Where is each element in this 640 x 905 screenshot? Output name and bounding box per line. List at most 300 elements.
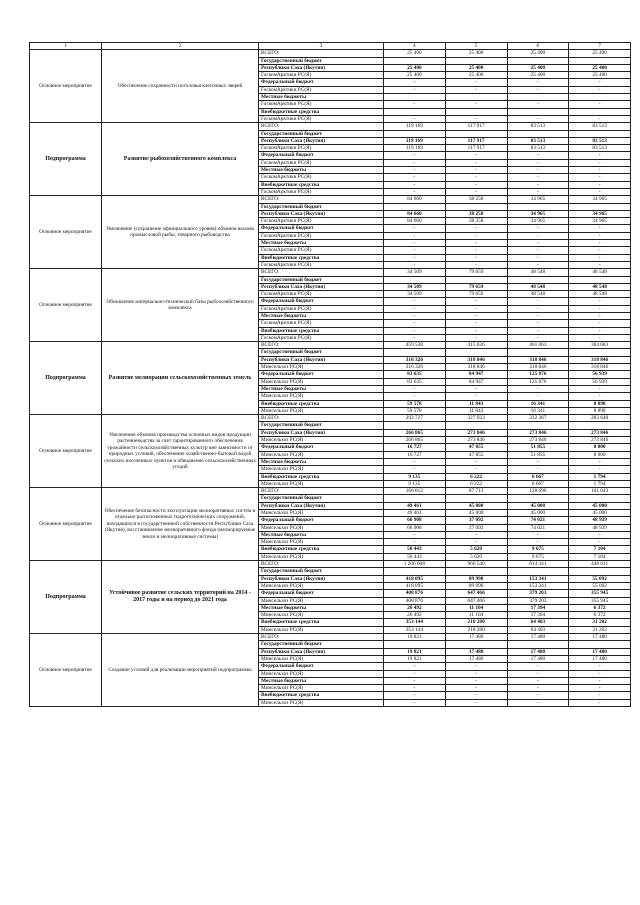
section-total-row	[30, 123, 631, 130]
ministry-value: -	[507, 699, 569, 706]
total-value: 17 480	[507, 634, 569, 641]
budget-value: -	[384, 167, 446, 174]
ministry-value: 17 394	[507, 612, 569, 619]
budget-value: 9 135	[384, 473, 446, 480]
budget-value: 273 846	[445, 429, 507, 436]
state-budget-label: Государственный бюджет	[259, 57, 384, 64]
budget-value: 117 917	[445, 137, 507, 144]
ministry-value: 45 000	[507, 510, 569, 517]
ministry-label: Минсельхоз РС(Я)	[259, 451, 384, 458]
ministry-label: ГоскомАрктики РС(Я)	[259, 145, 384, 152]
empty-cell	[507, 57, 569, 64]
ministry-value: 6 372	[569, 612, 631, 619]
budget-label: Внебюджетные средства	[259, 546, 384, 553]
total-value: 25 400	[445, 50, 507, 57]
budget-label: Федеральный бюджет	[259, 444, 384, 451]
ministry-value: -	[445, 685, 507, 692]
total-value: 25 400	[507, 50, 569, 57]
section-total-row	[30, 50, 631, 57]
ministry-value: 647 466	[445, 597, 507, 604]
section-type: Основное мероприятие	[30, 50, 102, 123]
total-value: 101 043	[569, 488, 631, 495]
empty-cell	[445, 495, 507, 502]
budget-value: 26 492	[384, 604, 446, 611]
ministry-label: Минсельхоз РС(Я)	[259, 378, 384, 385]
header-cell: 6	[507, 43, 569, 50]
empty-cell	[445, 349, 507, 356]
budget-value: -	[507, 385, 569, 392]
header-cell: 7	[569, 43, 631, 50]
empty-cell	[384, 422, 446, 429]
budget-value: 5 620	[445, 546, 507, 553]
ministry-value: 84 660	[384, 218, 446, 225]
budget-value	[384, 108, 446, 115]
budget-value: -	[507, 181, 569, 188]
ministry-value: -	[445, 247, 507, 254]
ministry-value: 45 000	[569, 510, 631, 517]
budget-value: 83 513	[569, 137, 631, 144]
section-name: Обеспечение безопасности эксплуатации мелиоративных систем и отдельно расположенных гидротехнических сооружений, находящихся в государственной собственности Республики Саха (Якутия), восстановление мелиоративного фонда (мелиорируемые земли и мелиоративные системы)	[102, 488, 259, 561]
ministry-value: 16 341	[507, 407, 569, 414]
ministry-value: -	[569, 247, 631, 254]
ministry-value: -	[384, 393, 446, 400]
ministry-label: Минсельхоз РС(Я)	[259, 393, 384, 400]
budget-label: Федеральный бюджет	[259, 152, 384, 159]
ministry-value: -	[507, 232, 569, 239]
budget-value: -	[507, 152, 569, 159]
section-name: Обеспечение сохранности поголовья клеточных зверей	[102, 50, 259, 123]
budget-value: 64 403	[507, 619, 569, 626]
empty-cell	[507, 349, 569, 356]
ministry-value: -	[507, 393, 569, 400]
budget-label: Республики Саха (Якутия)	[259, 283, 384, 290]
ministry-value: 25 400	[445, 72, 507, 79]
ministry-value: 7 104	[569, 553, 631, 560]
budget-value: -	[384, 312, 446, 319]
ministry-value: 59 578	[384, 407, 446, 414]
ministry-label: Минсельхоз РС(Я)	[259, 407, 384, 414]
empty-cell	[384, 276, 446, 283]
ministry-value: 55 092	[569, 582, 631, 589]
ministry-value: -	[384, 174, 446, 181]
budget-value: -	[507, 312, 569, 319]
budget-value: -	[384, 327, 446, 334]
empty-cell	[569, 203, 631, 210]
budget-value: 34 509	[384, 283, 446, 290]
total-value: 48 548	[569, 269, 631, 276]
ministry-value: 8 000	[569, 451, 631, 458]
empty-cell	[384, 203, 446, 210]
budget-value: -	[507, 663, 569, 670]
ministry-value: 48 548	[507, 291, 569, 298]
header-cell: 1	[30, 43, 102, 50]
ministry-value: -	[384, 232, 446, 239]
ministry-value: 84 947	[445, 378, 507, 385]
ministry-value: -	[384, 101, 446, 108]
ministry-value: -	[507, 188, 569, 195]
budget-label: Внебюджетные средства	[259, 327, 384, 334]
budget-value: -	[569, 385, 631, 392]
ministry-value: -	[384, 685, 446, 692]
ministry-value: -	[445, 188, 507, 195]
ministry-value: 34 509	[384, 291, 446, 298]
section-total-row	[30, 269, 631, 276]
ministry-value: 273 846	[445, 437, 507, 444]
ministry-value: 266 865	[384, 437, 446, 444]
state-budget-label: Государственный бюджет	[259, 130, 384, 137]
ministry-value: -	[445, 101, 507, 108]
ministry-value: -	[445, 174, 507, 181]
ministry-value: 125 876	[507, 378, 569, 385]
ministry-label: Минсельхоз РС(Я)	[259, 612, 384, 619]
ministry-label: ГоскомАрктики РС(Я)	[259, 261, 384, 268]
empty-cell	[569, 641, 631, 648]
budget-value: 45 000	[569, 502, 631, 509]
empty-cell	[445, 203, 507, 210]
budget-value: 59 578	[384, 400, 446, 407]
budget-value: 56 939	[569, 371, 631, 378]
ministry-value: 66 908	[384, 524, 446, 531]
header-cell: 5	[445, 43, 507, 50]
budget-value: -	[507, 531, 569, 538]
budget-value: 353 144	[384, 619, 446, 626]
ministry-value: 74 021	[507, 524, 569, 531]
ministry-label: Минсельхоз РС(Я)	[259, 670, 384, 677]
ministry-value: -	[569, 86, 631, 93]
ministry-value: 48 548	[569, 291, 631, 298]
budget-value: -	[445, 385, 507, 392]
total-value: 48 548	[507, 269, 569, 276]
total-label: ВСЕГО:	[259, 561, 384, 568]
ministry-value: -	[569, 159, 631, 166]
ministry-value: -	[507, 685, 569, 692]
budget-value: 89 990	[445, 575, 507, 582]
budget-value: -	[445, 79, 507, 86]
ministry-label: Минсельхоз РС(Я)	[259, 480, 384, 487]
ministry-value: 9 135	[384, 480, 446, 487]
budget-value: 74 021	[507, 517, 569, 524]
budget-value	[507, 108, 569, 115]
ministry-value: -	[507, 670, 569, 677]
ministry-value: 119 169	[384, 145, 446, 152]
ministry-value: -	[569, 539, 631, 546]
empty-cell	[445, 57, 507, 64]
section-type: Подпрограмма	[30, 123, 102, 196]
ministry-value: 1 794	[569, 480, 631, 487]
ministry-value: -	[569, 101, 631, 108]
section-name: Увеличение (сохранение офиициального уровня) объемов вылова промысловой рыбы, товарного рыбоводства	[102, 196, 259, 269]
budget-value: -	[569, 152, 631, 159]
budget-value: -	[569, 79, 631, 86]
budget-value: -	[384, 458, 446, 465]
ministry-value: 318 846	[445, 364, 507, 371]
budget-value: 273 846	[507, 429, 569, 436]
budget-value: 51 855	[507, 444, 569, 451]
budget-value: -	[445, 298, 507, 305]
total-value: 384 683	[569, 342, 631, 349]
budget-value: -	[569, 225, 631, 232]
budget-value: -	[569, 181, 631, 188]
total-value: 34 509	[384, 269, 446, 276]
budget-value: -	[445, 458, 507, 465]
total-value: 448 611	[569, 561, 631, 568]
budget-value: -	[384, 181, 446, 188]
ministry-value: -	[569, 320, 631, 327]
ministry-value: -	[384, 86, 446, 93]
ministry-value: 218 280	[445, 626, 507, 633]
total-value: 461 063	[507, 342, 569, 349]
budget-label: Внебюджетные средства	[259, 108, 384, 115]
budget-value: 34 965	[507, 210, 569, 217]
budget-value: 16 727	[384, 444, 446, 451]
ministry-label: ГоскомАрктики РС(Я)	[259, 232, 384, 239]
budget-label: Федеральный бюджет	[259, 371, 384, 378]
budget-label: Республики Саха (Якутия)	[259, 356, 384, 363]
ministry-value: -	[384, 320, 446, 327]
ministry-value: -	[507, 466, 569, 473]
ministry-value: 25 400	[569, 72, 631, 79]
ministry-value: 318 846	[507, 364, 569, 371]
ministry-value: 25 400	[384, 72, 446, 79]
ministry-label: Минсельхоз РС(Я)	[259, 655, 384, 662]
budget-value: -	[569, 663, 631, 670]
budget-value: 19 821	[384, 648, 446, 655]
column-number-header	[30, 43, 631, 50]
total-value: 117 917	[445, 123, 507, 130]
ministry-value: 355 945	[569, 597, 631, 604]
ministry-value: -	[445, 232, 507, 239]
budget-value: 66 908	[384, 517, 446, 524]
section-type: Подпрограмма	[30, 561, 102, 634]
ministry-label: ГоскомАрктики РС(Я)	[259, 174, 384, 181]
header-cell: 4	[384, 43, 446, 50]
ministry-label: ГоскомАрктики РС(Я)	[259, 334, 384, 341]
ministry-value: 353 144	[384, 626, 446, 633]
budget-label: Местные бюджеты	[259, 531, 384, 538]
budget-value	[569, 94, 631, 101]
budget-value: 79 659	[445, 283, 507, 290]
budget-value: -	[569, 312, 631, 319]
total-value: 283 640	[569, 415, 631, 422]
state-budget-label: Государственный бюджет	[259, 641, 384, 648]
ministry-value: -	[445, 670, 507, 677]
ministry-label: ГоскомАрктики РС(Я)	[259, 188, 384, 195]
section-total-row	[30, 488, 631, 495]
budget-label: Федеральный бюджет	[259, 225, 384, 232]
ministry-label: ГоскомАрктики РС(Я)	[259, 72, 384, 79]
section-type: Основное мероприятие	[30, 415, 102, 488]
budget-value: -	[445, 677, 507, 684]
ministry-label: Минсельхоз РС(Я)	[259, 524, 384, 531]
total-value: 17 480	[569, 634, 631, 641]
section-type: Подпрограмма	[30, 342, 102, 415]
budget-value: -	[507, 458, 569, 465]
ministry-value: -	[445, 86, 507, 93]
ministry-value: 45 000	[445, 510, 507, 517]
ministry-value: 117 917	[445, 145, 507, 152]
ministry-value: -	[445, 466, 507, 473]
ministry-label: Минсельхоз РС(Я)	[259, 685, 384, 692]
section-name: Устойчивое развитие сельских территорий на 2014 - 2017 годы и на период до 2021 года	[102, 561, 259, 634]
budget-value: 84 660	[384, 210, 446, 217]
ministry-value: 408 876	[384, 597, 446, 604]
ministry-label: Минсельхоз РС(Я)	[259, 699, 384, 706]
state-budget-label: Государственный бюджет	[259, 349, 384, 356]
budget-value: 49 461	[384, 502, 446, 509]
budget-label: Внебюджетные средства	[259, 692, 384, 699]
total-value: 1 206 608	[384, 561, 446, 568]
budget-value: -	[445, 254, 507, 261]
budget-value: 17 480	[569, 648, 631, 655]
ministry-value: 11 843	[445, 407, 507, 414]
ministry-label: ГоскомАрктики РС(Я)	[259, 218, 384, 225]
ministry-value: -	[507, 101, 569, 108]
budget-label: Федеральный бюджет	[259, 79, 384, 86]
budget-value: 379 203	[507, 590, 569, 597]
ministry-value: 6 222	[445, 480, 507, 487]
budget-value: 318 846	[569, 356, 631, 363]
budget-label: Местные бюджеты	[259, 167, 384, 174]
ministry-value: -	[507, 539, 569, 546]
budget-value: 647 466	[445, 590, 507, 597]
ministry-value: -	[384, 670, 446, 677]
ministry-value: 31 202	[569, 626, 631, 633]
state-budget-label: Государственный бюджет	[259, 276, 384, 283]
section-total-row	[30, 196, 631, 203]
budget-label: Внебюджетные средства	[259, 619, 384, 626]
ministry-value: -	[445, 159, 507, 166]
ministry-label: ГоскомАрктики РС(Я)	[259, 101, 384, 108]
ministry-value: 17 480	[507, 655, 569, 662]
budget-value	[507, 94, 569, 101]
budget-value: -	[569, 692, 631, 699]
ministry-value: 47 855	[445, 451, 507, 458]
ministry-value: 56 939	[569, 378, 631, 385]
ministry-value: 25 400	[507, 72, 569, 79]
budget-label: Местные бюджеты	[259, 677, 384, 684]
budget-label: Местные бюджеты	[259, 312, 384, 319]
empty-cell	[507, 641, 569, 648]
budget-label: Республики Саха (Якутия)	[259, 210, 384, 217]
budget-value: 83 635	[384, 371, 446, 378]
ministry-value: -	[384, 305, 446, 312]
section-name: Создание условий для реализации мероприятий подпрограммы	[102, 634, 259, 707]
funding-table-sheet	[29, 42, 630, 707]
total-label: ВСЕГО:	[259, 269, 384, 276]
budget-value: 25 400	[445, 64, 507, 71]
budget-value: 47 855	[445, 444, 507, 451]
budget-value: 25 400	[507, 64, 569, 71]
ministry-label: ГоскомАрктики РС(Я)	[259, 320, 384, 327]
total-label: ВСЕГО:	[259, 488, 384, 495]
budget-value: -	[445, 312, 507, 319]
budget-value: 316 326	[384, 356, 446, 363]
budget-value: -	[445, 181, 507, 188]
empty-cell	[569, 57, 631, 64]
funding-table	[29, 42, 631, 707]
empty-cell	[445, 568, 507, 575]
ministry-label: ГоскомАрктики РС(Я)	[259, 305, 384, 312]
budget-value: 17 480	[507, 648, 569, 655]
budget-value: -	[569, 327, 631, 334]
section-name: Увеличение объемов производства основных видов продукции растениеводства за счет гарантированного обеспечения урожайности сельскохозяйственных культур вне зависимости от природных условий, обеспечение хозяйственно-бытовой водой сельских населенных пунктов и обводнение сельскохозяйственных угодий	[102, 415, 259, 488]
total-value: 25 400	[384, 50, 446, 57]
total-value: 332 367	[507, 415, 569, 422]
ministry-label: Минсельхоз РС(Я)	[259, 539, 384, 546]
budget-value	[569, 108, 631, 115]
budget-value: 6 667	[507, 473, 569, 480]
budget-value: 418 095	[384, 575, 446, 582]
empty-cell	[507, 130, 569, 137]
budget-value: 38 258	[445, 210, 507, 217]
total-value: 79 659	[445, 269, 507, 276]
ministry-value: -	[507, 174, 569, 181]
total-label: ВСЕГО:	[259, 50, 384, 57]
header-cell: 3	[259, 43, 384, 50]
ministry-value: 34 965	[507, 218, 569, 225]
budget-value: 11 104	[445, 604, 507, 611]
budget-label: Республики Саха (Якутия)	[259, 575, 384, 582]
ministry-value: 379 203	[507, 597, 569, 604]
ministry-value: -	[507, 305, 569, 312]
ministry-value: -	[569, 393, 631, 400]
empty-cell	[507, 203, 569, 210]
ministry-value: -	[507, 247, 569, 254]
budget-value: -	[384, 298, 446, 305]
section-total-row	[30, 415, 631, 422]
budget-value: 25 400	[569, 64, 631, 71]
budget-value: -	[384, 531, 446, 538]
budget-value: -	[384, 385, 446, 392]
ministry-value: -	[384, 261, 446, 268]
total-value: 34 965	[507, 196, 569, 203]
empty-cell	[569, 349, 631, 356]
budget-value: 355 945	[569, 590, 631, 597]
ministry-value: -	[569, 188, 631, 195]
budget-label: Федеральный бюджет	[259, 517, 384, 524]
total-value: 966 540	[445, 561, 507, 568]
ministry-value: 17 480	[445, 655, 507, 662]
ministry-value: -	[507, 261, 569, 268]
ministry-value: 83 513	[507, 145, 569, 152]
budget-value: -	[507, 240, 569, 247]
budget-value: -	[507, 79, 569, 86]
empty-cell	[569, 130, 631, 137]
budget-value: -	[445, 240, 507, 247]
ministry-value: 11 104	[445, 612, 507, 619]
section-name: Обновление материально-технической базы рыбохозяйственного комплекса	[102, 269, 259, 342]
budget-value: 50 443	[384, 546, 446, 553]
budget-value: -	[384, 240, 446, 247]
budget-value: 218 280	[445, 619, 507, 626]
total-label: ВСЕГО:	[259, 415, 384, 422]
total-label: ВСЕГО:	[259, 634, 384, 641]
ministry-value: -	[569, 232, 631, 239]
budget-value: -	[569, 298, 631, 305]
budget-label: Местные бюджеты	[259, 94, 384, 101]
ministry-value: -	[384, 247, 446, 254]
ministry-value: -	[569, 699, 631, 706]
ministry-value: -	[445, 393, 507, 400]
budget-value: 37 092	[445, 517, 507, 524]
ministry-value: -	[569, 115, 631, 122]
budget-label: Республики Саха (Якутия)	[259, 137, 384, 144]
budget-value: -	[507, 298, 569, 305]
empty-cell	[507, 422, 569, 429]
budget-label: Республики Саха (Якутия)	[259, 502, 384, 509]
total-value: 83 513	[507, 123, 569, 130]
total-value: 614 341	[507, 561, 569, 568]
